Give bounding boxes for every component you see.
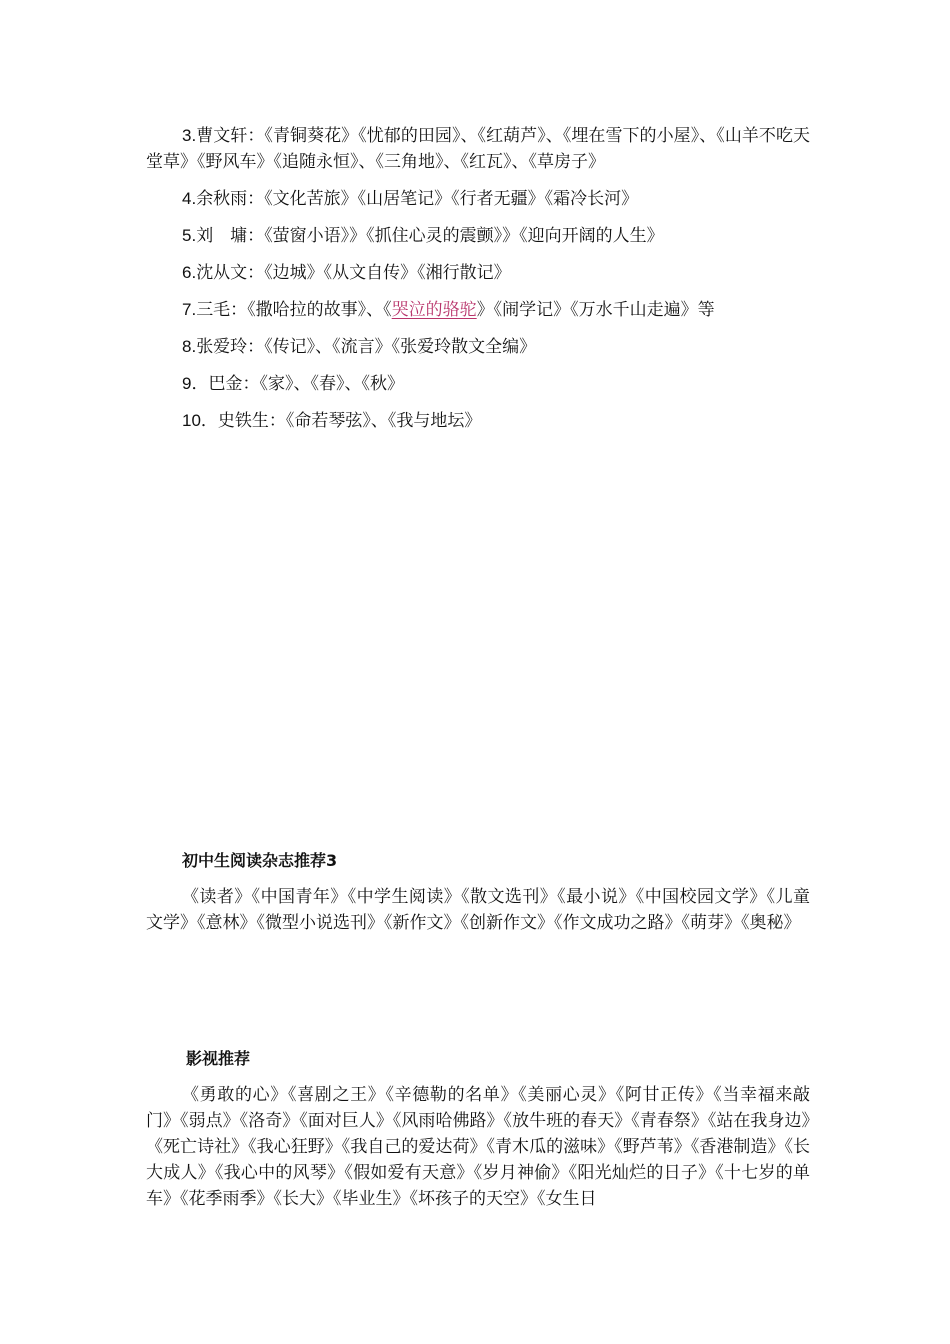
- author-works: 《家》、《春》、《秋》: [259, 374, 404, 394]
- author-name: 三毛：: [196, 300, 248, 320]
- author-name: 巴金：: [208, 374, 260, 394]
- author-item-yu-qiuyu: [146, 186, 810, 212]
- author-list: [146, 123, 810, 445]
- author-works: 《青铜葵花》《忧郁的田园》、《红葫芦》、《埋在雪下的小屋》、《山羊不吃天堂草》《野风车》《追随永恒》、《三角地》、《红瓦》、《草房子》: [146, 126, 811, 172]
- author-item-cao-wenxuan: [146, 123, 810, 175]
- author-name: 刘 墉：: [196, 226, 265, 246]
- item-number: 3.: [182, 126, 197, 145]
- author-item-san-mao: [146, 297, 810, 323]
- item-number: 7.: [182, 300, 197, 319]
- item-number: 6.: [182, 263, 197, 282]
- item-number: 5.: [182, 226, 197, 245]
- item-number: 4.: [182, 189, 197, 208]
- author-item-shi-tiesheng: [146, 408, 810, 434]
- author-item-shen-congwen: [146, 260, 810, 286]
- author-works: 》《闹学记》《万水千山走遍》等: [476, 300, 715, 320]
- item-number: 10．: [182, 411, 218, 430]
- author-name: 曹文轩：: [196, 126, 265, 146]
- magazines-heading: 初中生阅读杂志推荐3: [182, 851, 338, 870]
- author-name: 沈从文：: [196, 263, 265, 283]
- films-heading: 影视推荐: [186, 1049, 251, 1068]
- magazines-paragraph: 《读者》《中国青年》《中学生阅读》《散文选刊》《最小说》《中国校园文学》《儿童文学》《意林》《微型小说选刊》《新作文》《创新作文》《作文成功之路》《萌芽》《奥秘》: [146, 887, 810, 933]
- author-name: 张爱玲：: [196, 337, 265, 357]
- author-works: 《萤窗小语》》《抓住心灵的震颤》》《迎向开阔的人生》: [264, 226, 664, 246]
- author-works: 《撒哈拉的故事》、《: [247, 300, 392, 320]
- films-paragraph: 《勇敢的心》《喜剧之王》《辛德勒的名单》《美丽心灵》《阿甘正传》《当幸福来敲门》《弱点》《洛奇》《面对巨人》《风雨哈佛路》《放牛班的春天》《青春祭》《站在我身边》《死亡诗社》《我心狂野》《我自己的爱达荷》《青木瓜的滋味》《野芦苇》《香港制造》《长大成人》《我心中的风琴》《假如爱有天意》《岁月神偷》《阳光灿烂的日子》《十七岁的单车》《花季雨季》《长大》《毕业生》《坏孩子的天空》《女生日: [146, 1085, 810, 1209]
- author-name: 史铁生：: [217, 411, 286, 431]
- author-item-liu-yong: [146, 223, 810, 249]
- author-item-zhang-ailing: [146, 334, 810, 360]
- author-works: 《命若琴弦》、《我与地坛》: [285, 411, 482, 431]
- book-link-crying-camel[interactable]: 哭泣的骆驼: [391, 300, 477, 320]
- item-number: 8.: [182, 337, 197, 356]
- author-works: 《文化苦旅》《山居笔记》《行者无疆》《霜冷长河》: [264, 189, 639, 209]
- author-works: 《传记》、《流言》《张爱玲散文全编》: [264, 337, 537, 357]
- author-item-ba-jin: [146, 371, 810, 397]
- author-name: 余秋雨：: [196, 189, 265, 209]
- author-works: 《边城》《从文自传》《湘行散记》: [264, 263, 511, 283]
- item-number: 9．: [182, 374, 209, 393]
